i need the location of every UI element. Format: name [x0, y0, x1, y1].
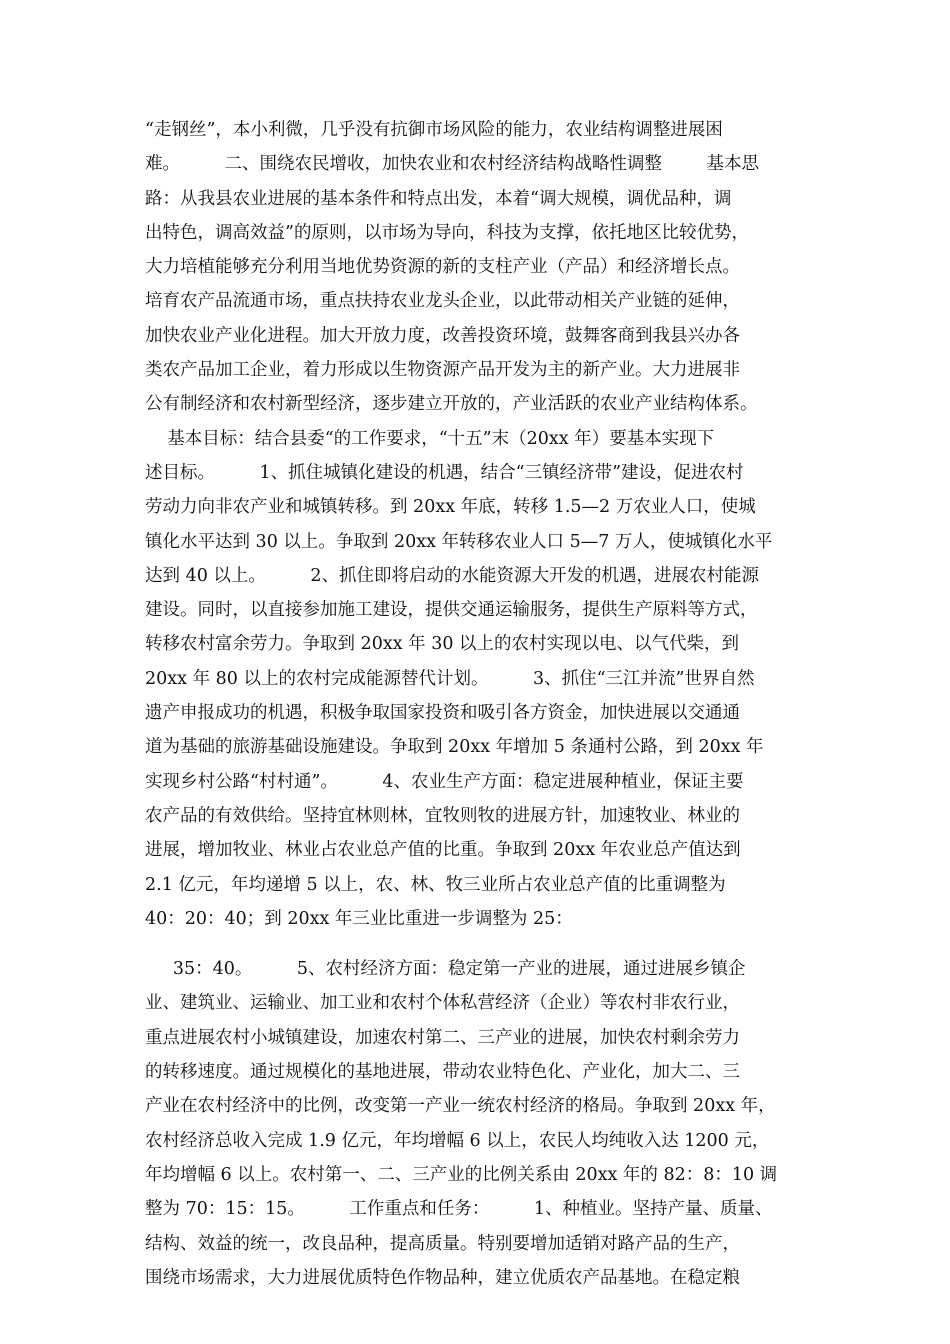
text-line: 20xx 年 80 以上的农村完成能源替代计划。 3、抓住“三江并流”世界自然	[145, 668, 755, 689]
text-line: 农村经济总收入完成 1.9 亿元，年均增幅 6 以上，农民人均纯收入达 1200 元，	[145, 1130, 770, 1151]
text-line: 整为 70：15：15。 工作重点和任务： 1、种植业。坚持产量、质量、	[145, 1199, 773, 1220]
text-line: 难。 二、围绕农民增收，加快农业和农村经济结构战略性调整 基本思	[145, 154, 760, 175]
text-line: 产业在农村经济中的比例，改变第一产业一统农村经济的格局。争取到 20xx 年，	[145, 1096, 776, 1117]
text-line: 培育农产品流通市场，重点扶持农业龙头企业，以此带动相关产业链的延伸，	[145, 291, 740, 312]
text-line: 2.1 亿元，年均递增 5 以上，农、林、牧三业所占农业总产值的比重调整为	[145, 874, 726, 895]
text-line: 转移农村富余劳力。争取到 20xx 年 30 以上的农村实现以电、以气代柴，到	[145, 634, 740, 655]
text-line: 路：从我县农业进展的基本条件和特点出发，本着“调大规模，调优品种，调	[145, 188, 732, 209]
text-line: 镇化水平达到 30 以上。争取到 20xx 年转移农业人口 5—7 万人，使城镇化水平	[145, 531, 773, 552]
text-line: 述目标。 1、抓住城镇化建设的机遇，结合“三镇经济带”建设，促进农村	[145, 462, 744, 483]
text-line: 道为基础的旅游基础设施建设。争取到 20xx 年增加 5 条通村公路，到 20xx 年	[145, 737, 764, 758]
text-line: 重点进展农村小城镇建设，加速农村第二、三产业的进展，加快农村剩余劳力	[145, 1027, 740, 1048]
text-line: 大力培植能够充分利用当地优势资源的新的支柱产业（产品）和经济增长点。	[145, 257, 740, 278]
text-line: 进展，增加牧业、林业占农业总产值的比重。争取到 20xx 年农业总产值达到	[145, 840, 741, 861]
text-line: 结构、效益的统一，改良品种，提高质量。特别要增加适销对路产品的生产，	[145, 1233, 740, 1254]
text-line: 类农产品加工企业，着力形成以生物资源产品开发为主的新产业。大力进展非	[145, 360, 740, 381]
text-line: 35：40。 5、农村经济方面：稳定第一产业的进展，通过进展乡镇企	[145, 959, 746, 980]
text-line: 加快农业产业化进程。加大开放力度，改善投资环境，鼓舞客商到我县兴办各	[145, 325, 740, 346]
text-line: 遗产申报成功的机遇，积极争取国家投资和吸引各方资金，加快进展以交通通	[145, 703, 740, 724]
text-line: 建设。同时，以直接参加施工建设，提供交通运输服务，提供生产原料等方式，	[145, 600, 758, 621]
text-line: 实现乡村公路“村村通”。 4、农业生产方面：稳定进展种植业，保证主要	[145, 771, 744, 792]
text-line: 围绕市场需求，大力进展优质特色作物品种，建立优质农产品基地。在稳定粮	[145, 1267, 740, 1288]
text-line: “走钢丝”，本小利微，几乎没有抗御市场风险的能力，农业结构调整进展困	[145, 120, 723, 140]
text-line: 达到 40 以上。 2、抓住即将启动的水能资源大开发的机遇，进展农村能源	[145, 565, 760, 586]
text-line: 公有制经济和农村新型经济，逐步建立开放的，产业活跃的农业产业结构体系。	[145, 394, 758, 415]
text-line: 业、建筑业、运输业、加工业和农村个体私营经济（企业）等农村非农行业，	[145, 993, 740, 1014]
paragraph-gap	[145, 936, 810, 952]
document-body	[145, 113, 810, 1295]
text-line: 劳动力向非农产业和城镇转移。到 20xx 年底，转移 1.5—2 万农业人口，使城	[145, 497, 756, 518]
text-line: 年均增幅 6 以上。农村第一、二、三产业的比例关系由 20xx 年的 82：8：10 调	[145, 1164, 778, 1185]
text-line: 的转移速度。通过规模化的基地进展，带动农业特色化、产业化，加大二、三	[145, 1062, 740, 1083]
text-line: 基本目标：结合县委“的工作要求，“十五”末（20xx 年）要基本实现下	[145, 428, 715, 449]
text-line: 农产品的有效供给。坚持宜林则林，宜牧则牧的进展方针，加速牧业、林业的	[145, 805, 740, 826]
text-line: 40：20：40；到 20xx 年三业比重进一步调整为 25：	[145, 908, 573, 929]
text-line: 出特色，调高效益”的原则，以市场为导向，科技为支撑，依托地区比较优势，	[145, 222, 749, 243]
